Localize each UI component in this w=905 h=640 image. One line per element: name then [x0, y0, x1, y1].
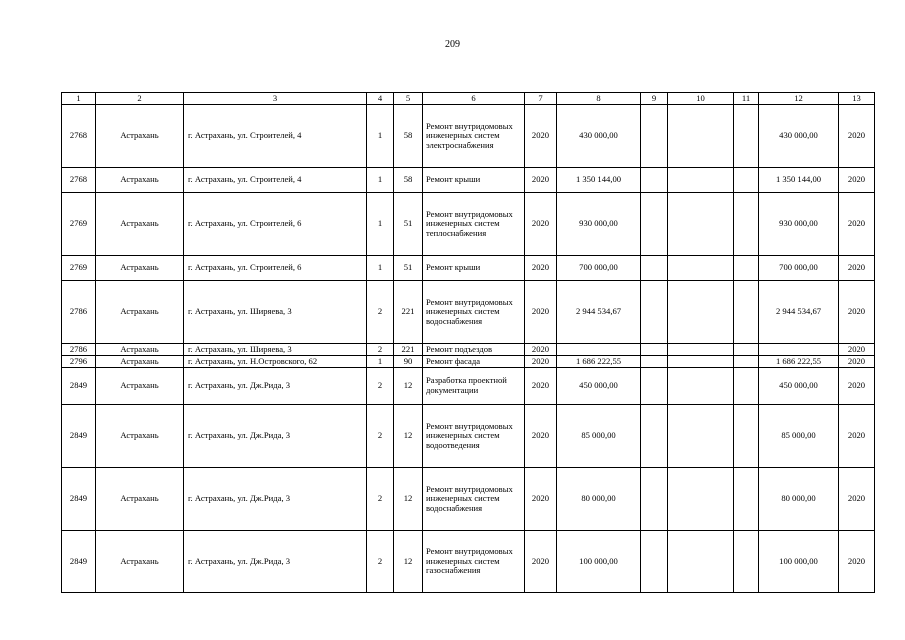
entrance-count: 1 [367, 105, 394, 168]
work-type: Ремонт подъездов [423, 344, 525, 356]
address: г. Астрахань, ул. Строителей, 6 [184, 256, 367, 281]
total-cost: 1 686 222,55 [557, 356, 641, 368]
record-id: 2768 [62, 105, 96, 168]
completion-year: 2020 [839, 531, 875, 593]
col-9-value [641, 405, 668, 468]
record-id: 2849 [62, 468, 96, 531]
entrance-count: 2 [367, 281, 394, 344]
column-number: 8 [557, 93, 641, 105]
year: 2020 [525, 344, 557, 356]
settlement: Астрахань [96, 405, 184, 468]
settlement: Астрахань [96, 105, 184, 168]
regional-fund-cost: 930 000,00 [759, 193, 839, 256]
total-cost: 450 000,00 [557, 368, 641, 405]
regional-fund-cost: 1 686 222,55 [759, 356, 839, 368]
year: 2020 [525, 281, 557, 344]
work-type: Ремонт внутридомовых инженерных систем электроснабжения [423, 105, 525, 168]
table-row [62, 368, 875, 405]
work-type: Ремонт крыши [423, 256, 525, 281]
col-10-value [668, 256, 734, 281]
col-10-value [668, 531, 734, 593]
address: г. Астрахань, ул. Дж.Рида, 3 [184, 405, 367, 468]
table-row [62, 168, 875, 193]
year: 2020 [525, 168, 557, 193]
total-cost: 80 000,00 [557, 468, 641, 531]
apartment-count: 12 [394, 531, 423, 593]
col-9-value [641, 468, 668, 531]
col-9-value [641, 281, 668, 344]
work-type: Ремонт внутридомовых инженерных систем водоотведения [423, 405, 525, 468]
completion-year: 2020 [839, 105, 875, 168]
apartment-count: 51 [394, 193, 423, 256]
work-type: Ремонт крыши [423, 168, 525, 193]
table-row [62, 468, 875, 531]
regional-fund-cost: 450 000,00 [759, 368, 839, 405]
col-10-value [668, 105, 734, 168]
address: г. Астрахань, ул. Строителей, 6 [184, 193, 367, 256]
column-number-row [62, 93, 875, 105]
col-9-value [641, 256, 668, 281]
col-11-value [734, 405, 759, 468]
year: 2020 [525, 105, 557, 168]
col-9-value [641, 531, 668, 593]
col-10-value [668, 193, 734, 256]
settlement: Астрахань [96, 368, 184, 405]
col-9-value [641, 105, 668, 168]
table-row [62, 193, 875, 256]
repair-program-table [61, 92, 875, 593]
completion-year: 2020 [839, 281, 875, 344]
record-id: 2786 [62, 281, 96, 344]
entrance-count: 2 [367, 405, 394, 468]
work-type: Разработка проектной документации [423, 368, 525, 405]
completion-year: 2020 [839, 168, 875, 193]
regional-fund-cost: 100 000,00 [759, 531, 839, 593]
address: г. Астрахань, ул. Дж.Рида, 3 [184, 531, 367, 593]
regional-fund-cost [759, 344, 839, 356]
completion-year: 2020 [839, 368, 875, 405]
apartment-count: 221 [394, 344, 423, 356]
column-number: 1 [62, 93, 96, 105]
table-row [62, 105, 875, 168]
total-cost: 700 000,00 [557, 256, 641, 281]
col-11-value [734, 105, 759, 168]
work-type: Ремонт внутридомовых инженерных систем водоснабжения [423, 468, 525, 531]
column-number: 9 [641, 93, 668, 105]
column-number: 6 [423, 93, 525, 105]
table-body [62, 93, 875, 593]
column-number: 2 [96, 93, 184, 105]
record-id: 2849 [62, 531, 96, 593]
completion-year: 2020 [839, 193, 875, 256]
address: г. Астрахань, ул. Строителей, 4 [184, 105, 367, 168]
entrance-count: 1 [367, 256, 394, 281]
record-id: 2849 [62, 368, 96, 405]
column-number: 10 [668, 93, 734, 105]
col-9-value [641, 356, 668, 368]
col-10-value [668, 344, 734, 356]
entrance-count: 1 [367, 193, 394, 256]
settlement: Астрахань [96, 356, 184, 368]
entrance-count: 2 [367, 368, 394, 405]
apartment-count: 58 [394, 105, 423, 168]
apartment-count: 12 [394, 368, 423, 405]
entrance-count: 1 [367, 356, 394, 368]
year: 2020 [525, 405, 557, 468]
column-number: 11 [734, 93, 759, 105]
settlement: Астрахань [96, 168, 184, 193]
table-row [62, 356, 875, 368]
record-id: 2768 [62, 168, 96, 193]
address: г. Астрахань, ул. Дж.Рида, 3 [184, 368, 367, 405]
record-id: 2786 [62, 344, 96, 356]
col-10-value [668, 405, 734, 468]
address: г. Астрахань, ул. Ширяева, 3 [184, 344, 367, 356]
col-11-value [734, 344, 759, 356]
col-10-value [668, 468, 734, 531]
year: 2020 [525, 193, 557, 256]
completion-year: 2020 [839, 405, 875, 468]
record-id: 2849 [62, 405, 96, 468]
work-type: Ремонт внутридомовых инженерных систем водоснабжения [423, 281, 525, 344]
work-type: Ремонт внутридомовых инженерных систем газоснабжения [423, 531, 525, 593]
column-number: 4 [367, 93, 394, 105]
col-10-value [668, 356, 734, 368]
year: 2020 [525, 468, 557, 531]
settlement: Астрахань [96, 468, 184, 531]
apartment-count: 12 [394, 468, 423, 531]
col-9-value [641, 344, 668, 356]
table-row [62, 405, 875, 468]
completion-year: 2020 [839, 344, 875, 356]
column-number: 3 [184, 93, 367, 105]
col-11-value [734, 368, 759, 405]
regional-fund-cost: 1 350 144,00 [759, 168, 839, 193]
col-11-value [734, 168, 759, 193]
settlement: Астрахань [96, 344, 184, 356]
total-cost [557, 344, 641, 356]
settlement: Астрахань [96, 193, 184, 256]
total-cost: 930 000,00 [557, 193, 641, 256]
address: г. Астрахань, ул. Н.Островского, 62 [184, 356, 367, 368]
total-cost: 85 000,00 [557, 405, 641, 468]
record-id: 2769 [62, 256, 96, 281]
col-11-value [734, 193, 759, 256]
year: 2020 [525, 356, 557, 368]
total-cost: 430 000,00 [557, 105, 641, 168]
regional-fund-cost: 430 000,00 [759, 105, 839, 168]
entrance-count: 2 [367, 344, 394, 356]
record-id: 2796 [62, 356, 96, 368]
apartment-count: 90 [394, 356, 423, 368]
col-11-value [734, 356, 759, 368]
table-row [62, 256, 875, 281]
year: 2020 [525, 531, 557, 593]
column-number: 13 [839, 93, 875, 105]
regional-fund-cost: 700 000,00 [759, 256, 839, 281]
settlement: Астрахань [96, 256, 184, 281]
col-11-value [734, 531, 759, 593]
col-11-value [734, 281, 759, 344]
col-9-value [641, 368, 668, 405]
total-cost: 1 350 144,00 [557, 168, 641, 193]
regional-fund-cost: 2 944 534,67 [759, 281, 839, 344]
column-number: 5 [394, 93, 423, 105]
address: г. Астрахань, ул. Ширяева, 3 [184, 281, 367, 344]
apartment-count: 221 [394, 281, 423, 344]
col-11-value [734, 468, 759, 531]
table-row [62, 344, 875, 356]
col-10-value [668, 281, 734, 344]
table-row [62, 531, 875, 593]
address: г. Астрахань, ул. Дж.Рида, 3 [184, 468, 367, 531]
apartment-count: 58 [394, 168, 423, 193]
completion-year: 2020 [839, 356, 875, 368]
completion-year: 2020 [839, 256, 875, 281]
address: г. Астрахань, ул. Строителей, 4 [184, 168, 367, 193]
total-cost: 2 944 534,67 [557, 281, 641, 344]
entrance-count: 2 [367, 468, 394, 531]
col-9-value [641, 193, 668, 256]
col-10-value [668, 368, 734, 405]
entrance-count: 2 [367, 531, 394, 593]
column-number: 7 [525, 93, 557, 105]
year: 2020 [525, 256, 557, 281]
work-type: Ремонт фасада [423, 356, 525, 368]
apartment-count: 12 [394, 405, 423, 468]
settlement: Астрахань [96, 281, 184, 344]
page-number: 209 [445, 39, 460, 50]
table-row [62, 281, 875, 344]
work-type: Ремонт внутридомовых инженерных систем теплоснабжения [423, 193, 525, 256]
total-cost: 100 000,00 [557, 531, 641, 593]
regional-fund-cost: 80 000,00 [759, 468, 839, 531]
column-number: 12 [759, 93, 839, 105]
apartment-count: 51 [394, 256, 423, 281]
record-id: 2769 [62, 193, 96, 256]
regional-fund-cost: 85 000,00 [759, 405, 839, 468]
col-9-value [641, 168, 668, 193]
settlement: Астрахань [96, 531, 184, 593]
col-10-value [668, 168, 734, 193]
year: 2020 [525, 368, 557, 405]
entrance-count: 1 [367, 168, 394, 193]
completion-year: 2020 [839, 468, 875, 531]
col-11-value [734, 256, 759, 281]
